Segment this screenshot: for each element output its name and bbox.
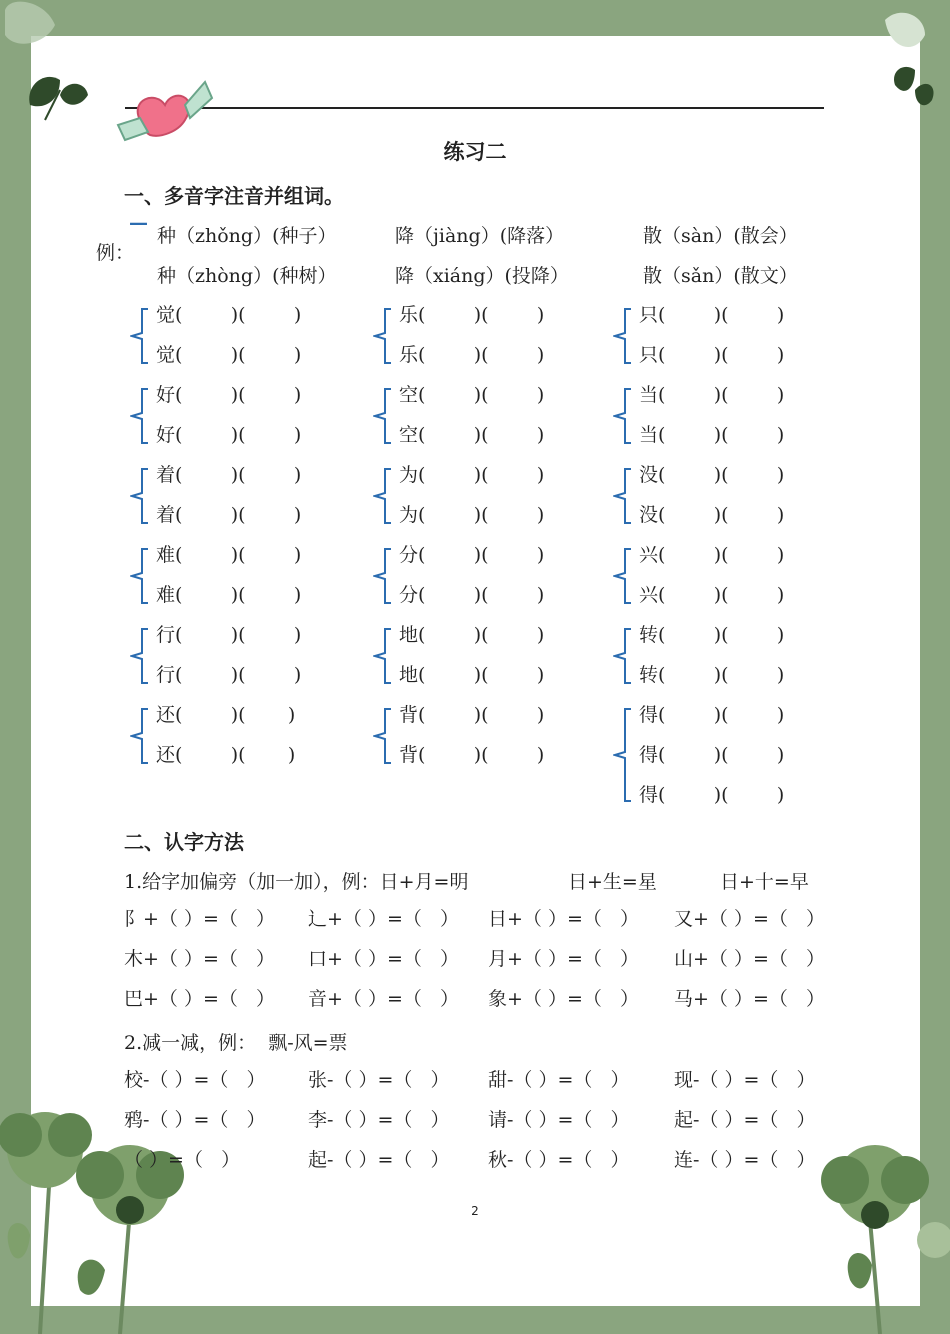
polyphone-char: 空 <box>399 384 419 406</box>
brace-icon <box>130 468 152 528</box>
add-radical-exercise[interactable]: 日+（ ）=（ ） <box>488 908 639 930</box>
polyphone-entry <box>399 340 544 370</box>
polyphone-char: 背 <box>399 704 419 726</box>
polyphone-char: 背 <box>399 744 419 766</box>
polyphone-entry <box>639 620 784 650</box>
polyphone-char: 觉 <box>156 344 176 366</box>
answer-blanks[interactable]: ( )( ) <box>175 664 302 686</box>
brace-icon <box>613 468 635 528</box>
polyphone-char: 分 <box>399 544 419 566</box>
answer-blanks[interactable]: ( )( ) <box>175 744 296 766</box>
polyphone-entry <box>639 580 784 610</box>
polyphone-entry <box>639 700 784 730</box>
answer-blanks[interactable]: ( )( ) <box>418 344 545 366</box>
answer-blanks[interactable]: ( )( ) <box>658 504 785 526</box>
polyphone-entry <box>399 740 544 770</box>
answer-blanks[interactable]: ( )( ) <box>418 664 545 686</box>
polyphone-entry <box>639 740 784 770</box>
add-radical-exercise[interactable]: 口+（ ）=（ ） <box>308 948 459 970</box>
polyphone-char: 为 <box>399 464 419 486</box>
polyphone-entry <box>399 620 544 650</box>
example-text: 散（sǎn）(散文） <box>643 265 798 287</box>
add-radical-exercise[interactable]: 音+（ ）=（ ） <box>308 988 459 1010</box>
polyphone-entry <box>399 700 544 730</box>
polyphone-entry <box>399 420 544 450</box>
polyphone-char: 只 <box>639 344 659 366</box>
polyphone-char: 当 <box>639 424 659 446</box>
brace-icon <box>130 388 152 448</box>
polyphone-entry <box>156 580 301 610</box>
answer-blanks[interactable]: ( )( ) <box>418 304 545 326</box>
brace-icon <box>130 628 152 688</box>
polyphone-entry <box>399 580 544 610</box>
part2-instruction: 2.减一减，例： 飘-风=票 <box>124 1032 348 1054</box>
example-label: 例： <box>96 242 135 264</box>
answer-blanks[interactable]: ( )( ) <box>658 464 785 486</box>
example-text: 降（jiàng）(降落） <box>395 225 565 247</box>
polyphone-char: 得 <box>639 704 659 726</box>
brace-icon <box>373 388 395 448</box>
polyphone-entry <box>156 620 301 650</box>
answer-blanks[interactable]: ( )( ) <box>175 544 302 566</box>
polyphone-entry <box>639 420 784 450</box>
polyphone-entry <box>399 380 544 410</box>
brace-icon <box>130 708 152 768</box>
brace-icon <box>130 308 152 368</box>
add-radical-exercise[interactable]: 山+（ ）=（ ） <box>674 948 825 970</box>
polyphone-entry <box>156 740 295 770</box>
example-text: 种（zhòng）(种树） <box>157 265 337 287</box>
polyphone-char: 着 <box>156 504 176 526</box>
polyphone-entry <box>639 340 784 370</box>
polyphone-entry <box>156 460 301 490</box>
subtract-exercise[interactable]: （ ）=（ ） <box>124 1149 241 1171</box>
part1-example: 日+十=早 <box>720 871 809 893</box>
subtract-exercise[interactable]: 校-（ ）=（ ） <box>124 1069 266 1091</box>
polyphone-char: 没 <box>639 464 659 486</box>
polyphone-entry <box>156 700 295 730</box>
answer-blanks[interactable]: ( )( ) <box>658 384 785 406</box>
page-title: 练习二 <box>443 140 507 164</box>
polyphone-entry <box>639 500 784 530</box>
polyphone-char: 得 <box>639 744 659 766</box>
add-radical-exercise[interactable]: 辶+（ ）=（ ） <box>308 908 459 930</box>
polyphone-char: 空 <box>399 424 419 446</box>
add-radical-exercise[interactable]: 月+（ ）=（ ） <box>488 948 639 970</box>
answer-blanks[interactable]: ( )( ) <box>658 784 785 806</box>
answer-blanks[interactable]: ( )( ) <box>418 744 545 766</box>
answer-blanks[interactable]: ( )( ) <box>658 304 785 326</box>
polyphone-char: 好 <box>156 424 176 446</box>
brace-icon <box>613 548 635 608</box>
example-text: 降（xiáng）(投降） <box>395 265 569 287</box>
answer-blanks[interactable]: ( )( ) <box>175 424 302 446</box>
brace-icon <box>613 388 635 448</box>
add-radical-exercise[interactable]: 又+（ ）=（ ） <box>674 908 825 930</box>
answer-blanks[interactable]: ( )( ) <box>175 624 302 646</box>
polyphone-entry <box>156 500 301 530</box>
example-text: 种（zhǒng）(种子） <box>157 225 337 247</box>
polyphone-char: 分 <box>399 584 419 606</box>
polyphone-entry <box>639 460 784 490</box>
answer-blanks[interactable]: ( )( ) <box>658 424 785 446</box>
polyphone-char: 行 <box>156 664 176 686</box>
answer-blanks[interactable]: ( )( ) <box>658 344 785 366</box>
polyphone-char: 转 <box>639 664 659 686</box>
polyphone-char: 还 <box>156 704 176 726</box>
polyphone-char: 乐 <box>399 344 419 366</box>
polyphone-char: 兴 <box>639 544 659 566</box>
answer-blanks[interactable]: ( )( ) <box>418 584 545 606</box>
polyphone-entry <box>399 300 544 330</box>
page-number: 2 <box>471 1204 479 1218</box>
subtract-exercise[interactable]: 连-（ ）=（ ） <box>674 1149 816 1171</box>
brace-icon <box>373 308 395 368</box>
polyphone-char: 还 <box>156 744 176 766</box>
answer-blanks[interactable]: ( )( ) <box>175 584 302 606</box>
polyphone-char: 没 <box>639 504 659 526</box>
subtract-exercise[interactable]: 秋-（ ）=（ ） <box>488 1149 630 1171</box>
polyphone-entry <box>399 500 544 530</box>
brace-icon <box>373 468 395 528</box>
add-radical-exercise[interactable]: 象+（ ）=（ ） <box>488 988 639 1010</box>
polyphone-char: 为 <box>399 504 419 526</box>
brace-icon <box>373 548 395 608</box>
polyphone-entry <box>639 300 784 330</box>
example-text: 散（sàn）(散会） <box>643 225 798 247</box>
polyphone-char: 难 <box>156 584 176 606</box>
subtract-exercise[interactable]: 甜-（ ）=（ ） <box>488 1069 630 1091</box>
polyphone-char: 行 <box>156 624 176 646</box>
leaf-icon <box>5 2 88 120</box>
answer-blanks[interactable]: ( )( ) <box>418 704 545 726</box>
polyphone-char: 地 <box>399 624 419 646</box>
brace-icon <box>613 628 635 688</box>
polyphone-entry <box>156 660 301 690</box>
brace-icon <box>613 308 635 368</box>
brace-icon <box>373 708 395 768</box>
answer-blanks[interactable]: ( )( ) <box>418 624 545 646</box>
answer-blanks[interactable]: ( )( ) <box>418 424 545 446</box>
answer-blanks[interactable]: ( )( ) <box>175 304 302 326</box>
polyphone-entry <box>156 300 301 330</box>
subtract-exercise[interactable]: 现-（ ）=（ ） <box>674 1069 816 1091</box>
answer-blanks[interactable]: ( )( ) <box>175 384 302 406</box>
answer-blanks[interactable]: ( )( ) <box>175 504 302 526</box>
flower-icon <box>821 1145 950 1334</box>
answer-blanks[interactable]: ( )( ) <box>175 464 302 486</box>
polyphone-char: 地 <box>399 664 419 686</box>
add-radical-exercise[interactable]: 木+（ ）=（ ） <box>124 948 275 970</box>
subtract-exercise[interactable]: 张-（ ）=（ ） <box>308 1069 450 1091</box>
polyphone-char: 着 <box>156 464 176 486</box>
example-dash: — <box>129 212 148 234</box>
subtract-exercise[interactable]: 李-（ ）=（ ） <box>308 1109 450 1131</box>
polyphone-char: 难 <box>156 544 176 566</box>
answer-blanks[interactable]: ( )( ) <box>658 584 785 606</box>
section2-heading: 二、认字方法 <box>124 830 244 854</box>
section1-heading: 一、多音字注音并组词。 <box>124 184 344 208</box>
answer-blanks[interactable]: ( )( ) <box>418 384 545 406</box>
answer-blanks[interactable]: ( )( ) <box>175 344 302 366</box>
answer-blanks[interactable]: ( )( ) <box>175 704 296 726</box>
brace-icon <box>130 548 152 608</box>
polyphone-char: 乐 <box>399 304 419 326</box>
answer-blanks[interactable]: ( )( ) <box>418 544 545 566</box>
leaf-icon <box>885 13 934 105</box>
add-radical-exercise[interactable]: 阝+（ ）=（ ） <box>124 908 275 930</box>
answer-blanks[interactable]: ( )( ) <box>418 504 545 526</box>
polyphone-char: 只 <box>639 304 659 326</box>
polyphone-entry <box>399 660 544 690</box>
subtract-exercise[interactable]: 起-（ ）=（ ） <box>308 1149 450 1171</box>
subtract-exercise[interactable]: 鸦-（ ）=（ ） <box>124 1109 266 1131</box>
polyphone-char: 当 <box>639 384 659 406</box>
polyphone-char: 得 <box>639 784 659 806</box>
part1-instruction: 1.给字加偏旁（加一加），例：日+月=明 <box>124 871 469 893</box>
candy-heart-icon <box>118 82 212 140</box>
polyphone-entry <box>639 540 784 570</box>
polyphone-entry <box>156 340 301 370</box>
polyphone-entry <box>639 660 784 690</box>
polyphone-entry <box>399 460 544 490</box>
polyphone-char: 觉 <box>156 304 176 326</box>
answer-blanks[interactable]: ( )( ) <box>658 744 785 766</box>
answer-blanks[interactable]: ( )( ) <box>658 624 785 646</box>
polyphone-char: 转 <box>639 624 659 646</box>
add-radical-exercise[interactable]: 巴+（ ）=（ ） <box>124 988 275 1010</box>
polyphone-entry <box>156 540 301 570</box>
polyphone-char: 好 <box>156 384 176 406</box>
brace-icon <box>613 708 635 806</box>
answer-blanks[interactable]: ( )( ) <box>658 704 785 726</box>
part1-example: 日+生=星 <box>568 871 657 893</box>
answer-blanks[interactable]: ( )( ) <box>658 664 785 686</box>
polyphone-entry <box>156 420 301 450</box>
polyphone-entry <box>156 380 301 410</box>
subtract-exercise[interactable]: 起-（ ）=（ ） <box>674 1109 816 1131</box>
brace-icon <box>373 628 395 688</box>
polyphone-entry <box>399 540 544 570</box>
answer-blanks[interactable]: ( )( ) <box>658 544 785 566</box>
polyphone-entry <box>639 780 784 810</box>
add-radical-exercise[interactable]: 马+（ ）=（ ） <box>674 988 825 1010</box>
answer-blanks[interactable]: ( )( ) <box>418 464 545 486</box>
subtract-exercise[interactable]: 请-（ ）=（ ） <box>488 1109 630 1131</box>
polyphone-entry <box>639 380 784 410</box>
polyphone-char: 兴 <box>639 584 659 606</box>
